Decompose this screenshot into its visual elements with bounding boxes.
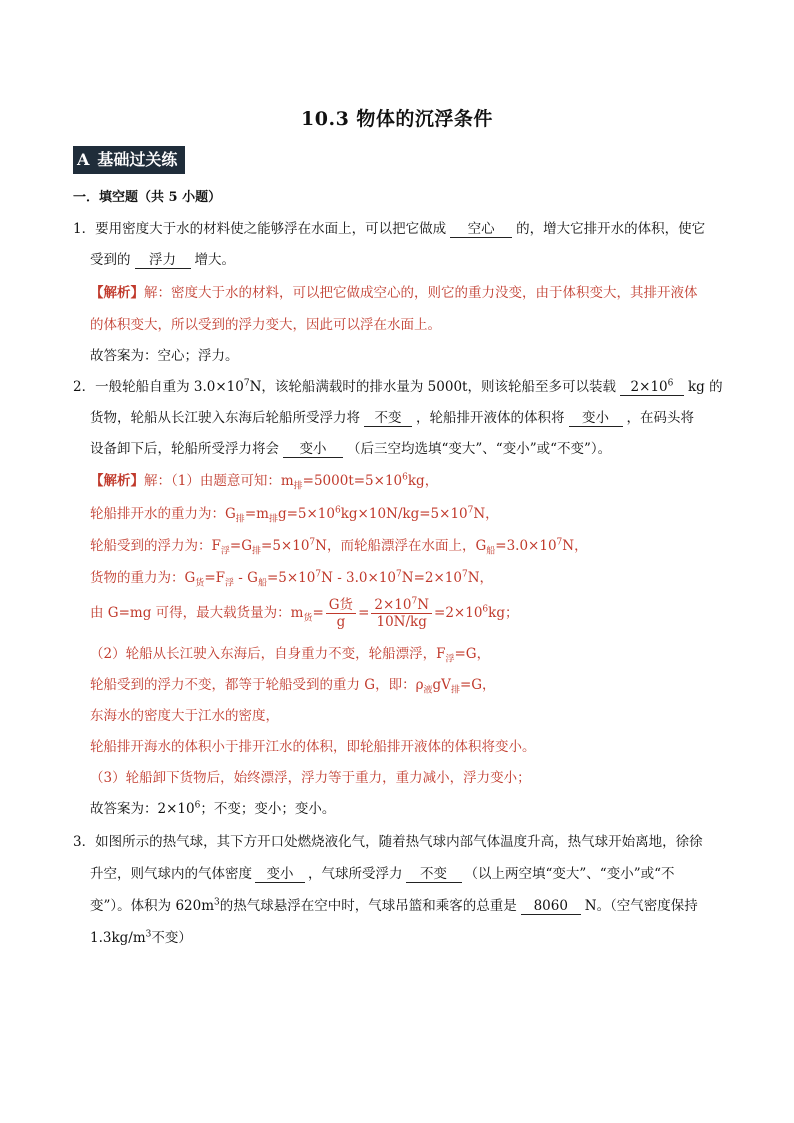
section-banner — [73, 146, 185, 174]
q2-analysis-line-3: 轮船受到的浮力为：$F_浮=G_排=5\times 10^7N$，而轮船漂浮在水面上，$G_船=3.0\times 10^7N$， — [90, 537, 588, 557]
section-letter: A — [77, 150, 90, 169]
q2-analysis-line-4: 货物的重力为：$G_货=F_浮 - G_船=5\times 10^7N - 3.0\times 10^7N=2\times 10^7N$， — [90, 569, 493, 589]
q3-line-2: 升空，则气球内的气体密度 变小 ，气球所受浮力 不变 （以上两空填“变大”、“变小”或“不 — [90, 866, 675, 882]
q2-line-1: 2．一般轮船自重为 $3.0\times 10^7N$，该轮船满载时的排水量为 5000t，则该轮船至多可以装载 $2\times 10^6$ kg 的 — [73, 378, 723, 395]
page-title: 10.3 物体的沉浮条件 — [301, 108, 493, 130]
q2-analysis-line-7: 轮船受到的浮力不变，都等于轮船受到的重力 G，即：$\rho_液gV_排=G$， — [90, 677, 496, 696]
q3-line-4: $1.3kg/m^3$不变） — [90, 929, 192, 946]
answer-blank: 浮力 — [135, 252, 191, 269]
q2-line-2: 货物，轮船从长江驶入东海后轮船所受浮力将 不变 ，轮船排开液体的体积将 变小 ，在码头将 — [90, 410, 694, 426]
q2-analysis-line-1: 【解析】解：（1）由题意可知：$m_排=5000t=5\times 10^6kg$， — [90, 472, 439, 492]
q2-answer: 故答案为：$2\times 10^6$；不变；变小；变小。 — [90, 800, 336, 817]
q2-analysis-line-8: 东海水的密度大于江水的密度， — [90, 708, 279, 724]
fraction: $\frac{\text{G货}}{g}$ — [326, 597, 356, 630]
answer-blank: 8060 — [521, 898, 581, 915]
answer-blank: 不变 — [364, 410, 412, 427]
analysis-tag: 【解析】 — [90, 473, 144, 489]
q1-answer: 故答案为：空心；浮力。 — [90, 348, 239, 364]
question-type-heading: 一．填空题（共 5 小题） — [73, 190, 222, 205]
answer-blank: 变小 — [255, 866, 305, 883]
answer-blank: $2\times 10^6$ — [620, 379, 684, 396]
q2-analysis-line-10: （3）轮船卸下货物后，始终漂浮，浮力等于重力，重力减小，浮力变小； — [90, 770, 531, 786]
q2-analysis-line-5: 由 G=mg 可得，最大载货量为：$m_货=$ $\frac{\text{G货}}{g}$ = $\frac{2\times 10^7N}{10N/kg}$ $=2\times 10^6kg$； — [90, 596, 519, 630]
answer-blank: 不变 — [406, 866, 462, 883]
q2-analysis-line-9: 轮船排开海水的体积小于排开江水的体积，即轮船排开液体的体积将变小。 — [90, 739, 536, 755]
answer-blank: 变小 — [569, 410, 623, 427]
q1-line-1: 1．要用密度大于水的材料使之能够浮在水面上，可以把它做成 空心 的，增大它排开水的体积，使它 — [73, 221, 706, 237]
fraction: $\frac{2\times 10^7N}{10N/kg}$ — [371, 597, 432, 630]
answer-blank: 变小 — [283, 441, 343, 458]
q1-line-2: 受到的 浮力 增大。 — [90, 252, 235, 268]
q3-line-3: 变”）。体积为 $620m^3$的热气球悬浮在空中时，气球吊篮和乘客的总重是 8060 N。（空气密度保持 — [90, 897, 698, 914]
answer-blank: 空心 — [450, 221, 512, 238]
q3-line-1: 3．如图所示的热气球，其下方开口处燃烧液化气，随着热气球内部气体温度升高，热气球开始离地，徐徐 — [73, 834, 703, 850]
section-name: 基础过关练 — [97, 150, 178, 169]
q2-analysis-line-6: （2）轮船从长江驶入东海后，自身重力不变，轮船漂浮，$F_浮=G$， — [90, 646, 491, 665]
q2-line-3: 设备卸下后，轮船所受浮力将会 变小 （后三空均选填“变大”、“变小”或“不变”）。 — [90, 441, 612, 457]
q1-analysis-line-1: 【解析】解：密度大于水的材料，可以把它做成空心的，则它的重力没变，由于体积变大，其排开液体 — [90, 285, 698, 301]
q2-analysis-line-2: 轮船排开水的重力为：$G_排=m_排g=5\times 10^6kg\times 10N/kg=5\times 10^7N$， — [90, 505, 499, 525]
analysis-tag: 【解析】 — [90, 285, 144, 301]
q1-analysis-line-2: 的体积变大，所以受到的浮力变大，因此可以浮在水面上。 — [90, 317, 441, 333]
